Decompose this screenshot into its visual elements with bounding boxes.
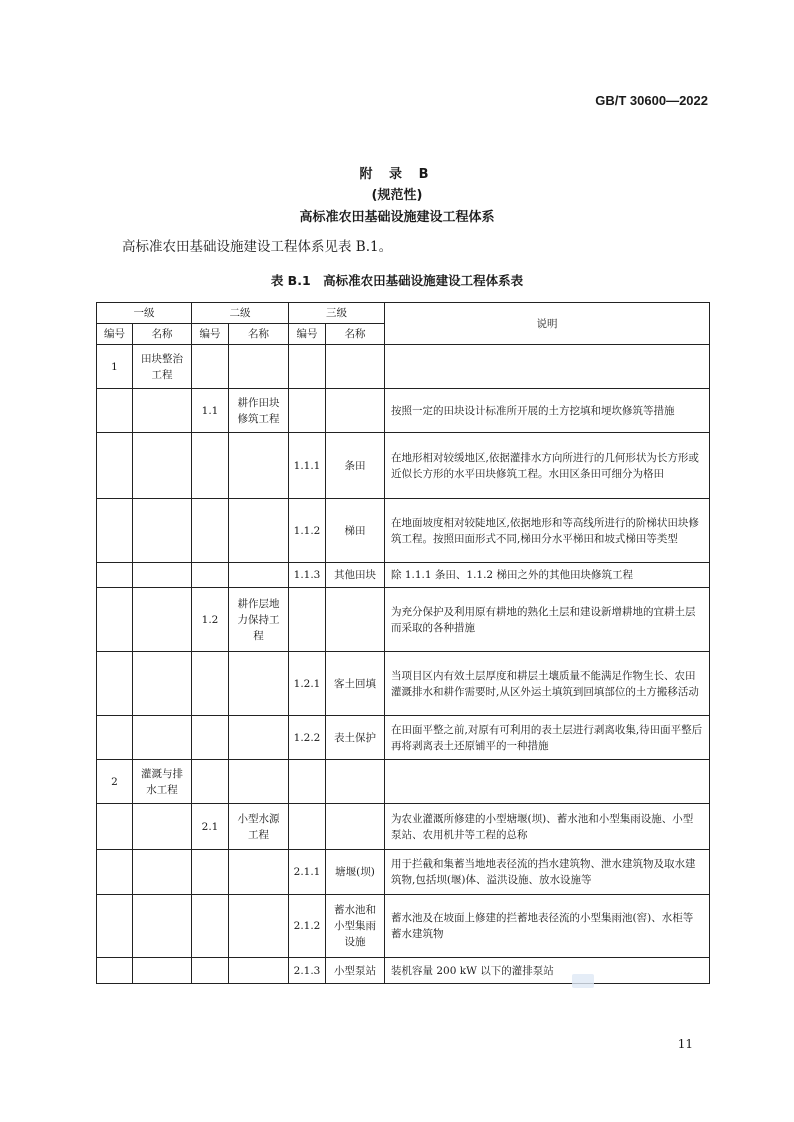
intro-paragraph: 高标准农田基础设施建设工程体系见表 B.1。 <box>122 239 393 255</box>
table-row <box>97 652 710 716</box>
table-row <box>97 563 710 588</box>
l3-name: 小型泵站 <box>326 958 385 984</box>
l3-code: 1.1.3 <box>289 563 326 588</box>
l3-name <box>326 345 385 389</box>
l2-name <box>229 850 289 895</box>
l3-name <box>326 760 385 804</box>
l1-name <box>133 389 192 433</box>
l1-code <box>97 563 133 588</box>
l2-name <box>229 716 289 760</box>
header-l1-code: 编号 <box>97 324 133 345</box>
l2-name: 小型水源工程 <box>229 804 289 850</box>
l1-code <box>97 804 133 850</box>
l2-code <box>192 760 229 804</box>
l1-code <box>97 389 133 433</box>
l1-code <box>97 895 133 958</box>
description: 为充分保护及利用原有耕地的熟化土层和建设新增耕地的宜耕土层而采取的各种措施 <box>385 588 710 652</box>
l2-code: 1.1 <box>192 389 229 433</box>
l1-name: 灌溉与排水工程 <box>133 760 192 804</box>
header-l1-name: 名称 <box>133 324 192 345</box>
description: 在地形相对较缓地区,依据灌排水方向所进行的几何形状为长方形或近似长方形的水平田块修筑工程。水田区条田可细分为格田 <box>385 433 710 499</box>
l1-code <box>97 958 133 984</box>
l1-name <box>133 716 192 760</box>
l3-name: 客土回填 <box>326 652 385 716</box>
header-level3: 三级 <box>289 303 385 324</box>
l1-code <box>97 716 133 760</box>
l3-name: 塘堰(坝) <box>326 850 385 895</box>
table-row <box>97 958 710 984</box>
description: 当项目区内有效土层厚度和耕层土壤质量不能满足作物生长、农田灌溉排水和耕作需要时,从区外运土填筑到回填部位的土方搬移活动 <box>385 652 710 716</box>
header-l2-name: 名称 <box>229 324 289 345</box>
l2-name <box>229 563 289 588</box>
l2-code <box>192 716 229 760</box>
l3-code <box>289 760 326 804</box>
table-row <box>97 716 710 760</box>
table-row <box>97 895 710 958</box>
l3-code: 1.1.1 <box>289 433 326 499</box>
l2-code <box>192 433 229 499</box>
table-row <box>97 433 710 499</box>
l3-code <box>289 389 326 433</box>
l1-name <box>133 895 192 958</box>
table-row <box>97 389 710 433</box>
header-l3-code: 编号 <box>289 324 326 345</box>
l2-name <box>229 895 289 958</box>
description: 按照一定的田块设计标准所开展的土方挖填和埂坎修筑等措施 <box>385 389 710 433</box>
l3-code: 1.2.2 <box>289 716 326 760</box>
l3-name: 其他田块 <box>326 563 385 588</box>
appendix-subject: 高标准农田基础设施建设工程体系 <box>299 210 495 225</box>
l1-name: 田块整治工程 <box>133 345 192 389</box>
l2-name <box>229 433 289 499</box>
l3-name: 梯田 <box>326 499 385 563</box>
l2-code: 2.1 <box>192 804 229 850</box>
engineering-system-table <box>96 302 710 984</box>
l1-name <box>133 850 192 895</box>
l3-code <box>289 588 326 652</box>
description: 装机容量 200 kW 以下的灌排泵站 <box>385 958 710 984</box>
l2-name: 耕作田块修筑工程 <box>229 389 289 433</box>
table-row <box>97 760 710 804</box>
table-row <box>97 804 710 850</box>
table-row <box>97 850 710 895</box>
l1-name <box>133 563 192 588</box>
l3-code: 2.1.2 <box>289 895 326 958</box>
header-level1: 一级 <box>97 303 192 324</box>
l1-name <box>133 652 192 716</box>
header-level2: 二级 <box>192 303 289 324</box>
appendix-title: 附 录 B <box>359 167 435 182</box>
description: 蓄水池及在坡面上修建的拦蓄地表径流的小型集雨池(窖)、水柜等蓄水建筑物 <box>385 895 710 958</box>
page-number: 11 <box>677 1037 693 1051</box>
description: 除 1.1.1 条田、1.1.2 梯田之外的其他田块修筑工程 <box>385 563 710 588</box>
watermark-stamp <box>572 974 594 988</box>
table-row <box>97 588 710 652</box>
l2-code <box>192 563 229 588</box>
table-row <box>97 499 710 563</box>
l3-name: 表土保护 <box>326 716 385 760</box>
header-l3-name: 名称 <box>326 324 385 345</box>
header-l2-code: 编号 <box>192 324 229 345</box>
l3-code: 1.1.2 <box>289 499 326 563</box>
description <box>385 345 710 389</box>
standard-code: GB/T 30600—2022 <box>595 93 708 108</box>
l2-name <box>229 652 289 716</box>
l1-code: 2 <box>97 760 133 804</box>
l3-name <box>326 804 385 850</box>
l1-name <box>133 958 192 984</box>
description: 用于拦截和集蓄当地地表径流的挡水建筑物、泄水建筑物及取水建筑物,包括坝(堰)体、溢洪设施、放水设施等 <box>385 850 710 895</box>
table-caption: 表 B.1 高标准农田基础设施建设工程体系表 <box>270 273 524 288</box>
l3-name <box>326 588 385 652</box>
l1-name <box>133 804 192 850</box>
l1-name <box>133 499 192 563</box>
l3-code <box>289 345 326 389</box>
l2-code: 1.2 <box>192 588 229 652</box>
l3-code: 1.2.1 <box>289 652 326 716</box>
l3-name <box>326 389 385 433</box>
l1-code <box>97 499 133 563</box>
l2-code <box>192 345 229 389</box>
l3-code <box>289 804 326 850</box>
l3-code: 2.1.3 <box>289 958 326 984</box>
l2-code <box>192 850 229 895</box>
l1-code <box>97 652 133 716</box>
table-row <box>97 345 710 389</box>
l1-name <box>133 433 192 499</box>
description: 在地面坡度相对较陡地区,依据地形和等高线所进行的阶梯状田块修筑工程。按照田面形式不同,梯田分水平梯田和坡式梯田等类型 <box>385 499 710 563</box>
appendix-note: (规范性) <box>371 188 423 203</box>
l2-code <box>192 652 229 716</box>
l2-name <box>229 760 289 804</box>
l2-code <box>192 958 229 984</box>
l2-name: 耕作层地力保持工程 <box>229 588 289 652</box>
l1-code <box>97 433 133 499</box>
l3-name: 蓄水池和小型集雨设施 <box>326 895 385 958</box>
header-description: 说明 <box>385 303 710 345</box>
l2-code <box>192 895 229 958</box>
description: 在田面平整之前,对原有可利用的表土层进行剥离收集,待田面平整后再将剥离表土还原铺平的一种措施 <box>385 716 710 760</box>
l1-code <box>97 850 133 895</box>
l1-code <box>97 588 133 652</box>
l2-name <box>229 345 289 389</box>
l3-code: 2.1.1 <box>289 850 326 895</box>
l3-name: 条田 <box>326 433 385 499</box>
l2-code <box>192 499 229 563</box>
l2-name <box>229 958 289 984</box>
description: 为农业灌溉所修建的小型塘堰(坝)、蓄水池和小型集雨设施、小型泵站、农用机井等工程的总称 <box>385 804 710 850</box>
l2-name <box>229 499 289 563</box>
description <box>385 760 710 804</box>
l1-code: 1 <box>97 345 133 389</box>
l1-name <box>133 588 192 652</box>
